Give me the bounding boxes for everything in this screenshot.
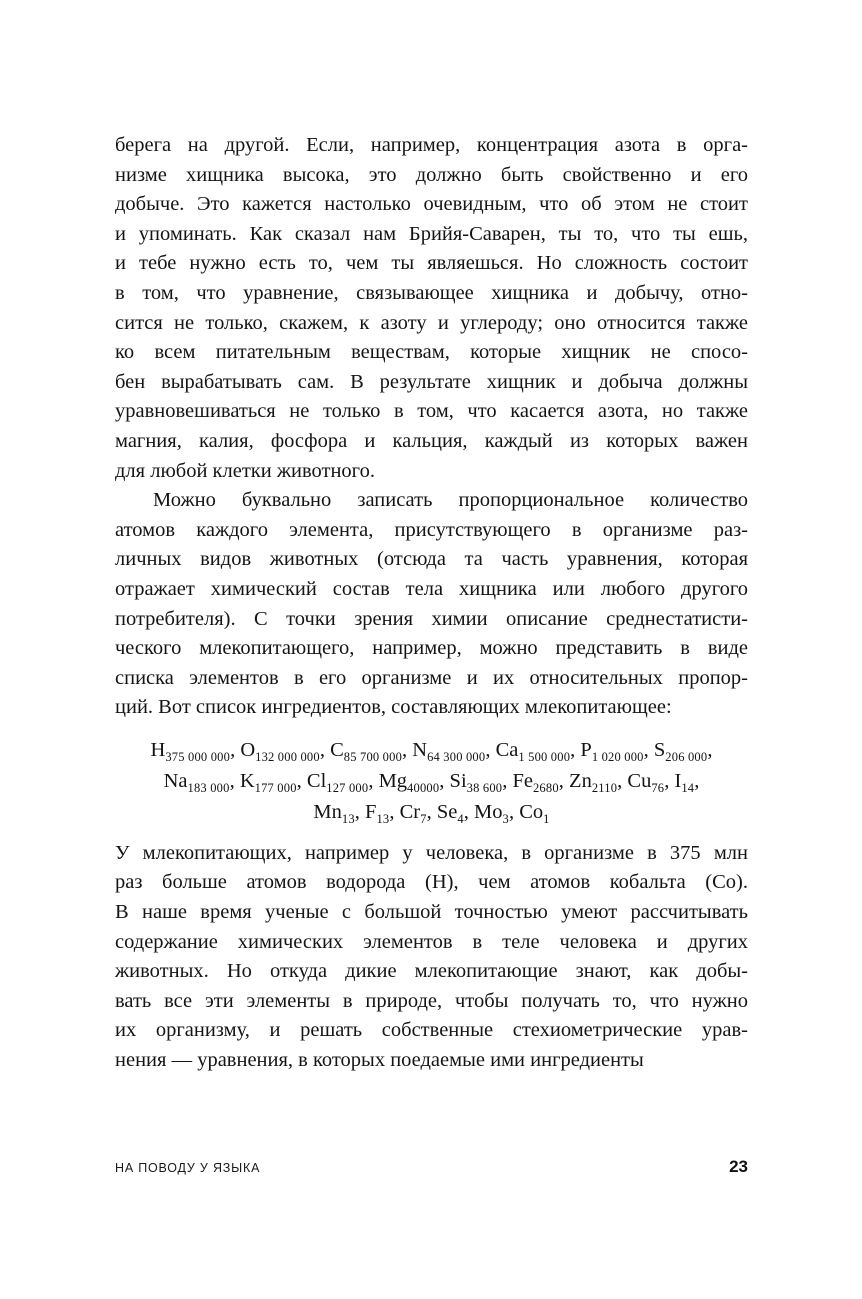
element-symbol: P — [580, 738, 592, 761]
text-line: ческого млекопитающего, например, можно представить в виде — [115, 637, 748, 660]
text-line: В наше время ученые с большой точностью умеют рассчитывать — [115, 901, 748, 924]
text-line: нения — уравнения, в которых поедаемые ими ингредиенты — [115, 1049, 644, 1072]
text-line: атомов каждого элемента, присутствующего в организме раз- — [115, 518, 748, 541]
element-symbol: N — [412, 738, 428, 761]
element-symbol: Mg — [378, 769, 408, 792]
element-symbol: O — [240, 738, 256, 761]
element-symbol: I — [674, 769, 682, 792]
text-line: содержание химических элементов в теле человека и других — [115, 930, 748, 953]
formula-line: $H_{375 000 000}$, $O_{132 000 000}$, $C_{85 700 000}$, $N_{64 300 000}$, $Ca_{1 500 000}$, $P_{1 020 000}$, $S_{206 000}$, — [150, 738, 713, 764]
element-count: 3 — [502, 811, 509, 826]
element-count: 127 000 — [326, 780, 369, 795]
text-line: добыче. Это кажется настолько очевидным, что об этом не стоит — [115, 193, 748, 216]
text-line: и тебе нужно есть то, чем ты являешься. Но сложность состоит — [115, 252, 748, 275]
element-symbol: Ca — [495, 738, 519, 761]
text-line: и упоминать. Как сказал нам Брийя-Саварен, ты то, что ты ешь, — [115, 222, 748, 245]
element-count: 177 000 — [254, 780, 297, 795]
formula-line: $Mn_{13}$, $F_{13}$, $Cr_7$, $Se_4$, $Mo_3$, $Co_1$ — [313, 800, 550, 826]
text-line: У млекопитающих, например у человека, в организме в 375 млн — [115, 841, 748, 864]
element-symbol: F — [365, 800, 377, 823]
text-line: ко всем питательным веществам, которые хищник не спосо- — [115, 341, 748, 364]
element-count: 206 000 — [665, 749, 708, 764]
element-count: 132 000 000 — [255, 749, 320, 764]
text-line: сится не только, скажем, к азоту и углероду; оно относится также — [115, 311, 748, 334]
element-symbol: H — [150, 738, 166, 761]
element-count: 76 — [651, 780, 665, 795]
body-paragraph — [115, 839, 748, 1076]
element-count: 64 300 000 — [427, 749, 486, 764]
text-line: для любой клетки животного. — [115, 459, 375, 482]
element-count: 4 — [457, 811, 464, 826]
element-symbol: Si — [449, 769, 467, 792]
element-formula — [115, 735, 748, 828]
element-count: 2110 — [591, 780, 618, 795]
running-title: НА ПОВОДУ У ЯЗЫКА — [115, 1161, 261, 1175]
element-count: 1 020 000 — [591, 749, 644, 764]
text-line: вать все эти элементы в природе, чтобы получать то, что нужно — [115, 989, 748, 1012]
element-count: 7 — [420, 811, 427, 826]
text-line: берега на другой. Если, например, концентрация азота в орга- — [115, 134, 748, 156]
element-count: 38 600 — [466, 780, 503, 795]
element-symbol: Co — [519, 800, 544, 823]
text-line: бен вырабатывать сам. В результате хищник и добыча должны — [115, 370, 748, 393]
element-count: 183 000 — [187, 780, 230, 795]
element-symbol: K — [239, 769, 255, 792]
page-footer — [115, 1157, 748, 1177]
element-symbol: C — [330, 738, 344, 761]
text-flow — [115, 131, 748, 1076]
page-number: 23 — [729, 1157, 748, 1176]
text-line: потребителя). С точки зрения химии описание среднестатисти- — [115, 607, 748, 630]
element-count: 14 — [681, 780, 695, 795]
text-line: низме хищника высока, это должно быть свойственно и его — [115, 163, 748, 186]
element-symbol: Mn — [313, 800, 342, 823]
element-symbol: Zn — [569, 769, 592, 792]
text-line: магния, калия, фосфора и кальция, каждый из которых важен — [115, 429, 748, 452]
text-line: раз больше атомов водорода (H), чем атомов кобальта (Co). — [115, 871, 748, 894]
element-count: 2680 — [532, 780, 559, 795]
text-line: отражает химический состав тела хищника или любого другого — [115, 577, 748, 600]
text-line: в том, что уравнение, связывающее хищника и добычу, отно- — [115, 281, 748, 304]
element-count: 13 — [341, 811, 355, 826]
element-count: 375 000 000 — [165, 749, 231, 764]
text-line: животных. Но откуда дикие млекопитающие знают, как добы- — [115, 960, 748, 983]
element-symbol: S — [653, 738, 666, 761]
element-count: 40000 — [407, 780, 440, 795]
element-symbol: Se — [436, 800, 458, 823]
text-line: Можно буквально записать пропорциональное количество — [153, 489, 748, 512]
element-count: 1 500 000 — [518, 749, 571, 764]
body-paragraph — [115, 486, 748, 723]
element-symbol: Cl — [306, 769, 327, 792]
element-count: 85 700 000 — [343, 749, 403, 764]
body-paragraph — [115, 131, 748, 486]
element-symbol: Na — [163, 769, 188, 792]
text-line: их организму, и решать собственные стехиометрические урав- — [115, 1019, 748, 1042]
element-symbol: Fe — [512, 769, 533, 792]
element-symbol: Cu — [627, 769, 652, 792]
element-count: 13 — [376, 811, 390, 826]
element-symbol: Mo — [474, 800, 503, 823]
text-line: списка элементов в его организме и их относительных пропор- — [115, 666, 748, 689]
formula-line: $Na_{183 000}$, $K_{177 000}$, $Cl_{127 000}$, $Mg_{40000}$, $Si_{38 600}$, $Fe_{2680}$, $Zn_{2110}$, $Cu_{76}$, $I_{14}$, — [163, 769, 700, 795]
element-count: 1 — [543, 811, 550, 826]
text-line: ций. Вот список ингредиентов, составляющих млекопитающее: — [115, 696, 672, 719]
text-line: уравновешиваться не только в том, что касается азота, но также — [115, 400, 748, 423]
element-symbol: Cr — [399, 800, 421, 823]
text-line: личных видов животных (отсюда та часть уравнения, которая — [115, 548, 748, 571]
